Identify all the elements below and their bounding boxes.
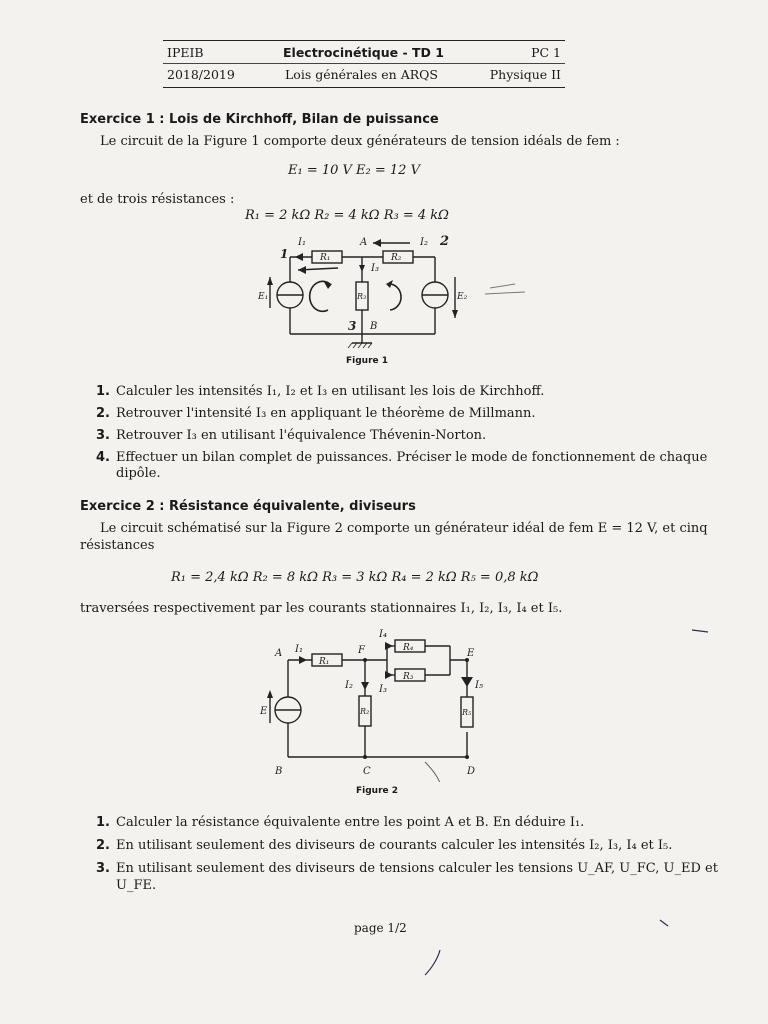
ex1-intro: Le circuit de la Figure 1 comporte deux générateurs de tension idéals de fem : (100, 134, 620, 149)
ex2-q3-cont: U_FE. (116, 878, 157, 893)
fig2-label-r1: R₁ (319, 657, 330, 667)
fig1-label-a: A (360, 237, 368, 248)
fig1-hw-3: 3 (348, 319, 357, 333)
ex1-q1: 1. Calculer les intensités I₁, I₂ et I₃ en utilisant les lois de Kirchhoff. (96, 384, 545, 399)
fig1-label-e1: E₁ (258, 292, 269, 302)
fig1-label-i2: I₂ (420, 237, 428, 248)
ex1-q4-cont: dipôle. (116, 466, 161, 481)
ex1-res-intro: et de trois résistances : (80, 192, 235, 207)
fig1-label-i1: I₁ (298, 237, 306, 248)
fig1-hw-2: 2 (440, 234, 450, 249)
ex1-q3: 3. Retrouver I₃ en utilisant l'équivalence Thévenin-Norton. (96, 428, 487, 443)
fig2-label-i4: I₄ (379, 629, 387, 640)
fig1-label-r1: R₁ (320, 253, 331, 263)
fig2-label-egen: E (260, 706, 268, 717)
ex1-res: R₁ = 2 kΩ R₂ = 4 kΩ R₃ = 4 kΩ (245, 208, 449, 223)
fig2-label-i3: I₃ (379, 684, 387, 695)
figure-1-caption: Figure 1 (346, 356, 389, 366)
ex1-title: Exercice 1 : Lois de Kirchhoff, Bilan de puissance (80, 112, 439, 127)
ex2-intro-1: Le circuit schématisé sur la Figure 2 comporte un générateur idéal de fem E = 12 V, et cinq (100, 521, 708, 536)
ex1-q4: 4. Effectuer un bilan complet de puissances. Préciser le mode de fonctionnement de chaque (96, 450, 708, 465)
fig2-label-r5: R₅ (462, 708, 472, 717)
fig2-label-f: F (358, 645, 365, 656)
fig2-label-a: A (275, 648, 283, 659)
fig1-label-r3: R₃ (357, 292, 367, 301)
fig2-label-r4: R₄ (403, 643, 414, 653)
ex2-currents: traversées respectivement par les courants stationnaires I₁, I₂, I₃, I₄ et I₅. (80, 601, 563, 616)
fig2-label-i5: I₅ (475, 680, 483, 691)
fig1-label-i3: I₃ (371, 263, 379, 274)
ex2-q1: 1. Calculer la résistance équivalente entre les point A et B. En déduire I₁. (96, 815, 585, 830)
fig2-label-i1: I₁ (295, 644, 303, 655)
fig1-label-b: B (370, 321, 378, 332)
ex2-res: R₁ = 2,4 kΩ R₂ = 8 kΩ R₃ = 3 kΩ R₄ = 2 kΩ R₅ = 0,8 kΩ (171, 570, 539, 585)
fig2-label-i2: I₂ (345, 680, 353, 691)
header-class: PC 1 (531, 45, 561, 60)
header-year: 2018/2019 (167, 67, 235, 82)
figure-2-caption: Figure 2 (356, 786, 399, 796)
fig2-label-b: B (275, 766, 283, 777)
fig2-label-r3: R₃ (403, 672, 414, 682)
fig2-label-d: D (467, 766, 476, 777)
ex2-q2: 2. En utilisant seulement des diviseurs de courants calculer les intensités I₂, I₃, I₄ et I₅. (96, 838, 673, 853)
fig2-label-r2: R₂ (360, 707, 370, 716)
ex2-intro-2: résistances (80, 538, 155, 553)
ex2-q3: 3. En utilisant seulement des diviseurs de tensions calculer les tensions U_AF, U_FC, U_ED et (96, 861, 718, 876)
fig2-label-c: C (363, 766, 371, 777)
fig2-label-e: E (467, 648, 475, 659)
fig1-label-e2: E₂ (457, 292, 468, 302)
header-subtitle: Lois générales en ARQS (285, 67, 438, 82)
fig1-label-r2: R₂ (391, 253, 402, 263)
page-number: page 1/2 (354, 921, 407, 935)
fig1-hw-1: 1 (280, 247, 289, 261)
header-subject: Physique II (489, 67, 561, 82)
header-title: Electrocinétique - TD 1 (283, 45, 444, 60)
ex1-emf: E₁ = 10 V E₂ = 12 V (288, 163, 420, 178)
ex2-title: Exercice 2 : Résistance équivalente, diviseurs (80, 499, 416, 514)
ex1-q2: 2. Retrouver l'intensité I₃ en appliquant le théorème de Millmann. (96, 406, 536, 421)
header-school: IPEIB (167, 45, 204, 60)
